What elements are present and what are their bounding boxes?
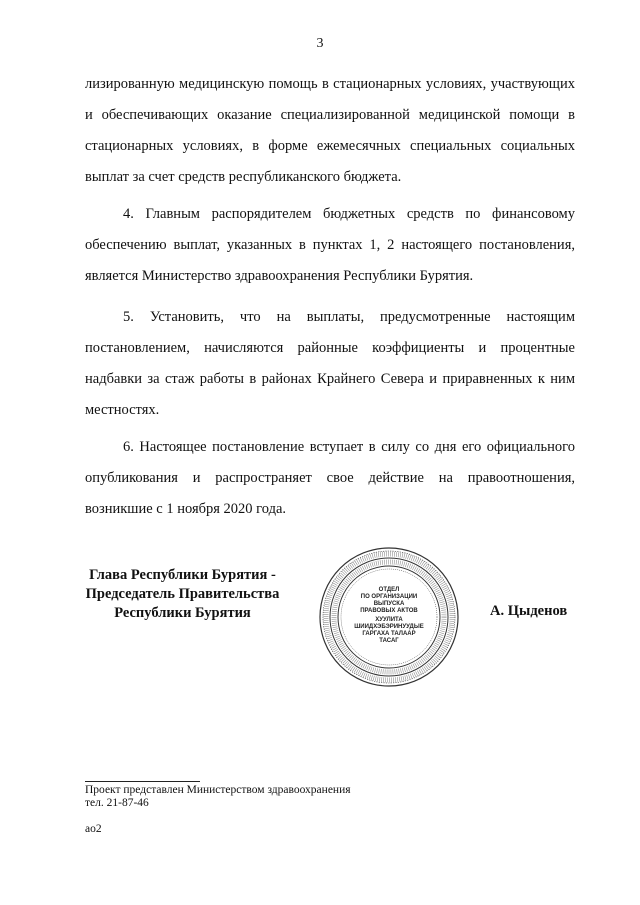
signatory-name: А. Цыденов — [490, 603, 568, 619]
footnote-divider — [85, 781, 200, 782]
paragraph-6: 6. Настоящее постановление вступает в силу со дня его официального опубликования и распространяет свое действие на правоотношения, возникшие с 1 ноября 2020 года. — [85, 439, 575, 517]
seal-text-line5: ХУУЛИТА — [375, 617, 403, 623]
seal-text-line2: ПО ОРГАНИЗАЦИИ — [360, 594, 418, 600]
signatory-title — [70, 566, 295, 623]
signatory-title-line1: Глава Республики Бурятия - — [89, 567, 276, 583]
document-code: ао2 — [85, 823, 102, 835]
seal-text-line4: ПРАВОВЫХ АКТОВ — [360, 608, 418, 614]
footnote — [85, 784, 351, 810]
page-number: 3 — [316, 36, 324, 51]
footnote-prepared-by: Проект представлен Министерством здравоохранения — [85, 784, 351, 796]
paragraph-4: 4. Главным распорядителем бюджетных средств по финансовому обеспечению выплат, указанных в пунктах 1, 2 настоящего постановления, является Министерство здравоохранения Республики Бурятия. — [85, 206, 575, 284]
signatory-title-line3: Республики Бурятия — [114, 605, 251, 621]
paragraph-5: 5. Установить, что на выплаты, предусмотренные настоящим постановлением, начисляются районные коэффициенты и процентные надбавки за стаж работы в районах Крайнего Севера и приравненных к ним местностях. — [85, 309, 575, 418]
seal-graphic — [318, 546, 460, 688]
seal-text-line3: ВЫПУСКА — [373, 601, 405, 607]
seal-text-line6: ШИИДХЭБЭРИНУУДЫЕ — [354, 624, 424, 630]
signatory-title-line2: Председатель Правительства — [85, 586, 280, 602]
paragraph-continuation: лизированную медицинскую помощь в стационарных условиях, участвующих и обеспечивающих оказание специализированной медицинской помощи в стационарных условиях, в форме ежемесячных специальных социальных выплат за счет средств республиканского бюджета. — [85, 76, 575, 185]
seal-text-line1: ОТДЕЛ — [378, 587, 400, 593]
official-seal-stamp — [318, 546, 460, 688]
seal-text-line8: ТАСАГ — [379, 638, 399, 644]
seal-text-line7: ГАРГАХА ТАЛААР — [362, 631, 416, 637]
footnote-phone: тел. 21-87-46 — [85, 797, 149, 809]
